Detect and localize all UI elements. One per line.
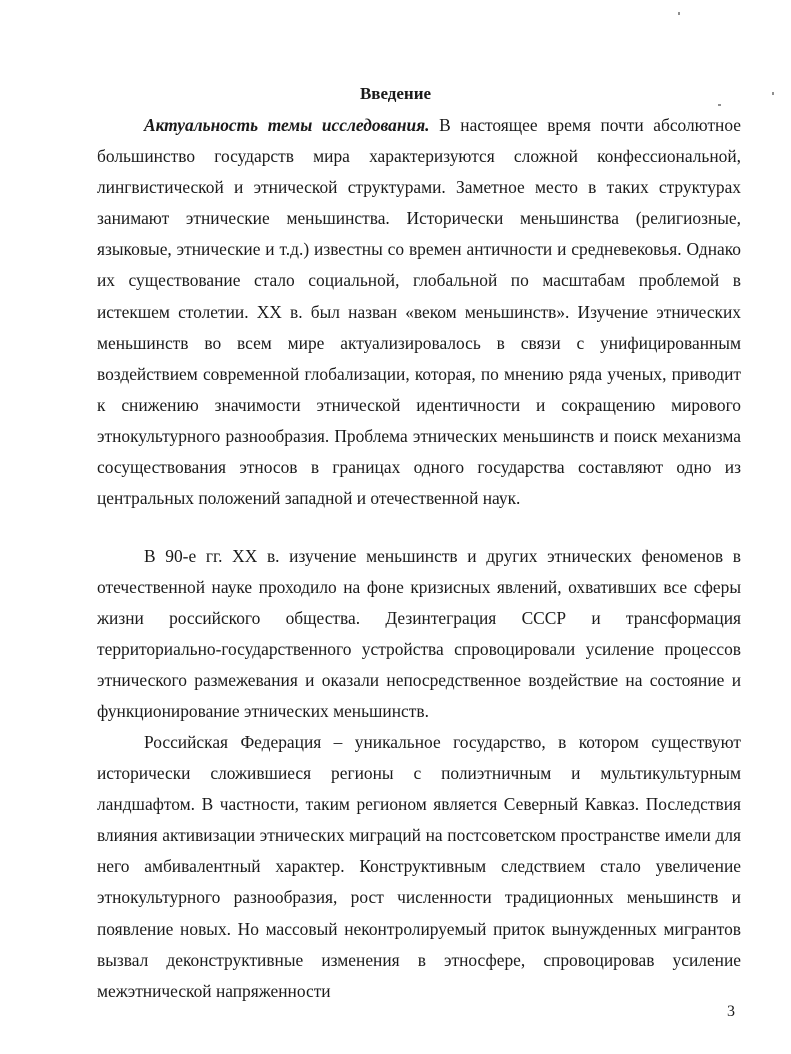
scan-speck: [678, 12, 680, 15]
paragraph-nineties: В 90-е гг. XX в. изучение меньшинств и других этнических феноменов в отечественной науке проходило на фоне кризисных явлений, охвативших все сферы жизни российского общества. Дезинтеграция СССР и трансформация территориально-государственного устройства спровоцировали усиление процессов этнического размежевания и оказали непосредственное воздействие на состояние и функционирование этнических меньшинств.: [97, 546, 741, 722]
scan-speck: [772, 92, 774, 95]
scan-speck: [718, 104, 721, 106]
paragraph-body: В настоящее время почти абсолютное большинство государств мира характеризуются сложной конфессиональной, лингвистической и этнической структурами. Заметное место в таких структурах занимают этнические меньшинства. Исторически меньшинства (религиозные, языковые, этнические и т.д.) известны со времен античности и средневековья. Однако их существование стало социальной, глобальной по масштабам проблемой в истекшем столетии. XX в. был назван «веком меньшинств». Изучение этнических меньшинств во всем мире актуализировалось в связи с унифицированным воздействием современной глобализации, которая, по мнению ряда ученых, приводит к снижению значимости этнической идентичности и сокращению мирового этнокультурного разнообразия. Проблема этнических меньшинств и поиск механизма сосуществования этносов в границах одного государства составляют одно из центральных положений западной и отечественной наук.: [97, 115, 741, 509]
paragraph-relevance: [97, 110, 741, 514]
page-title: Введение: [359, 84, 432, 103]
page-number: 3: [727, 1003, 735, 1020]
paragraph-russian-federation: Российская Федерация – уникальное государство, в котором существуют исторически сложившиеся регионы с полиэтничным и мультикультурным ландшафтом. В частности, таким регионом является Северный Кавказ. Последствия влияния активизации этнических миграций на постсоветском пространстве имели для него амбивалентный характер. Конструктивным следствием стало увеличение этнокультурного разнообразия, рост численности традиционных меньшинств и появление новых. Но массовый неконтролируемый приток вынужденных мигрантов вызвал деконструктивные изменения в этносфере, спровоцировав усиление межэтнической напряженности: [97, 732, 741, 1001]
paragraph-lead: Актуальность темы исследования.: [144, 115, 430, 135]
